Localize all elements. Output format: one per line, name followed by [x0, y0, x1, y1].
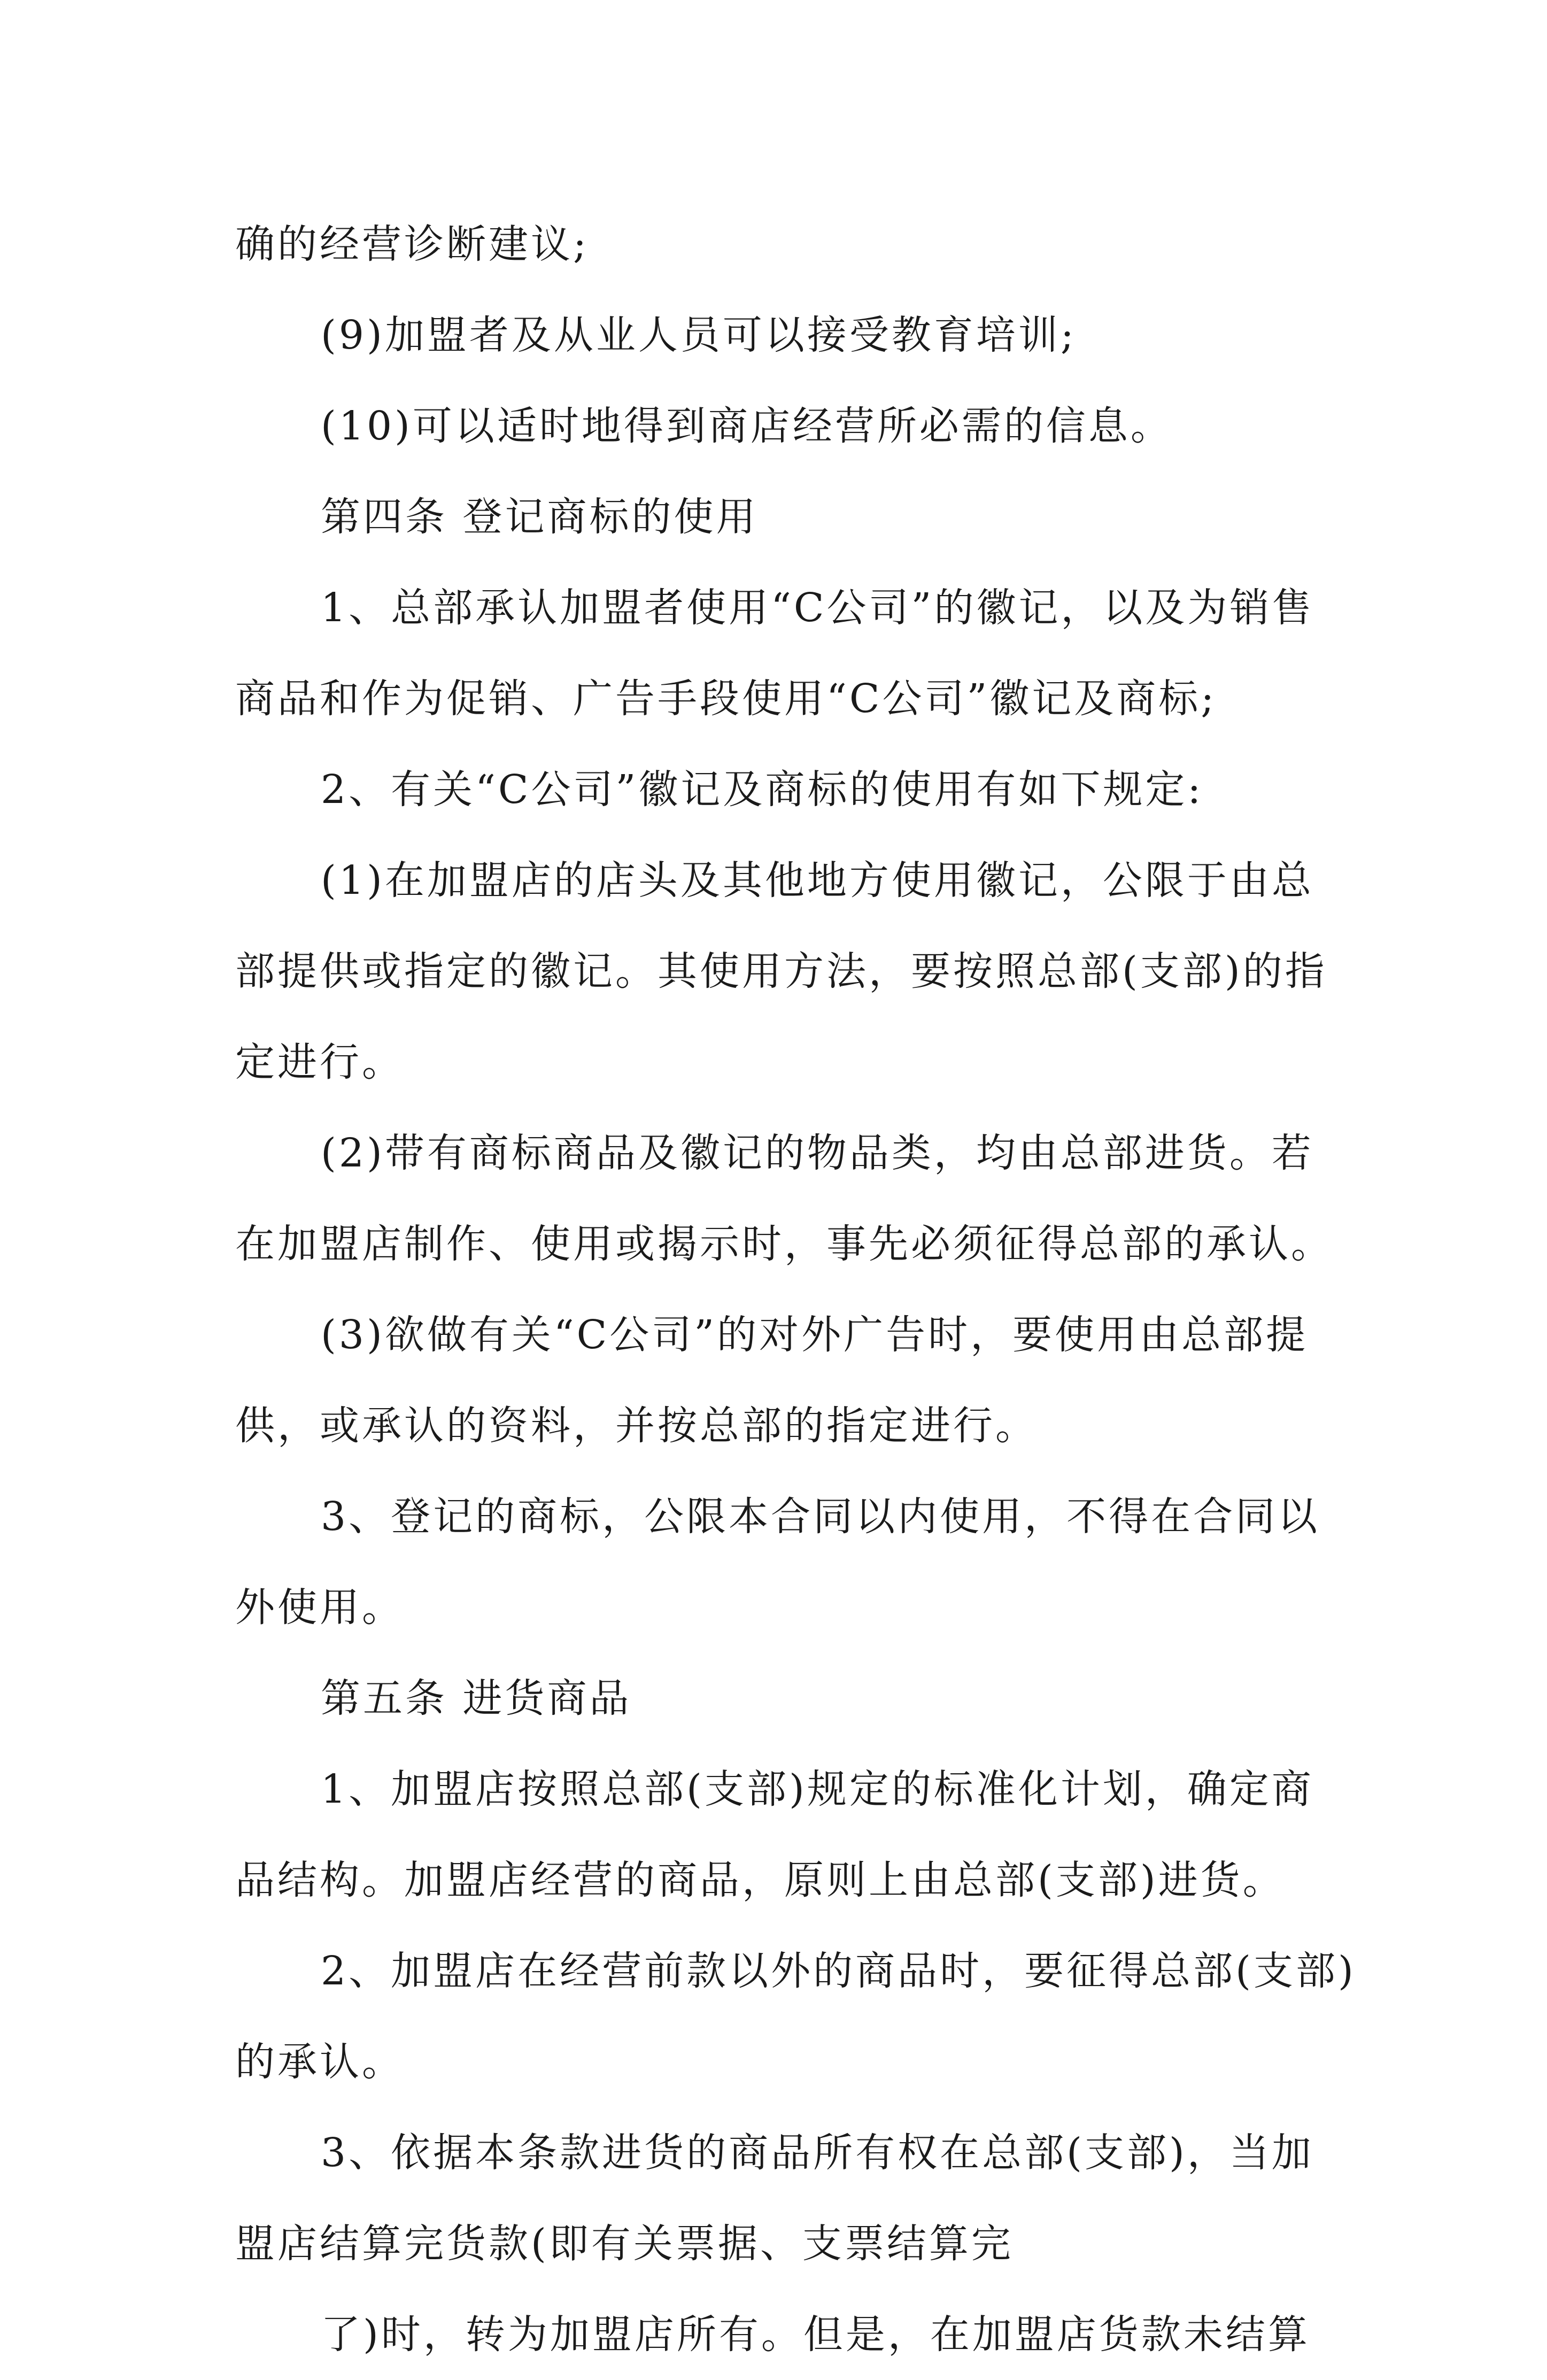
text-line: 的承认。 [235, 2039, 404, 2085]
text-line: 3、登记的商标，公限本合同以内使用，不得在合同以 [321, 1494, 1320, 1540]
text-line: 品结构。加盟店经营的商品，原则上由总部(支部)进货。 [235, 1857, 1285, 1903]
text-line: 在加盟店制作、使用或揭示时，事先必须征得总部的承认。 [235, 1221, 1333, 1267]
text-line: 定进行。 [235, 1039, 404, 1085]
text-line: 供，或承认的资料，并按总部的指定进行。 [235, 1403, 1038, 1449]
text-line: 2、有关“C公司”徽记及商标的使用有如下规定: [321, 767, 1204, 813]
text-line: 商品和作为促销、广告手段使用“C公司”徽记及商标; [235, 676, 1217, 722]
text-line: 1、加盟店按照总部(支部)规定的标准化计划，确定商 [321, 1766, 1314, 1812]
text-line: 盟店结算完货款(即有关票据、支票结算完 [235, 2221, 1014, 2267]
document-body [235, 199, 1356, 2380]
text-line: (10)可以适时地得到商店经营所必需的信息。 [321, 403, 1173, 449]
text-line: 2、加盟店在经营前款以外的商品时，要征得总部(支部) [321, 1948, 1356, 1994]
text-line: 1、总部承认加盟者使用“C公司”的徽记，以及为销售 [321, 585, 1314, 631]
text-line: 外使用。 [235, 1585, 404, 1631]
text-line: 第五条 进货商品 [321, 1675, 632, 1721]
text-line: (3)欲做有关“C公司”的对外广告时，要使用由总部提 [321, 1312, 1309, 1358]
text-line: (2)带有商标商品及徽记的物品类，均由总部进货。若 [321, 1130, 1314, 1176]
text-line: 第四条 登记商标的使用 [321, 494, 759, 540]
text-line: 3、依据本条款进货的商品所有权在总部(支部)，当加 [321, 2130, 1314, 2176]
text-line: (1)在加盟店的店头及其他地方使用徽记，公限于由总 [321, 857, 1314, 903]
text-line: 确的经营诊断建议; [235, 221, 589, 267]
text-line: (9)加盟者及从业人员可以接受教育培训; [321, 312, 1077, 358]
text-line: 了)时，转为加盟店所有。但是，在加盟店货款未结算 [321, 2312, 1310, 2358]
text-line: 部提供或指定的徽记。其使用方法，要按照总部(支部)的指 [235, 948, 1327, 994]
